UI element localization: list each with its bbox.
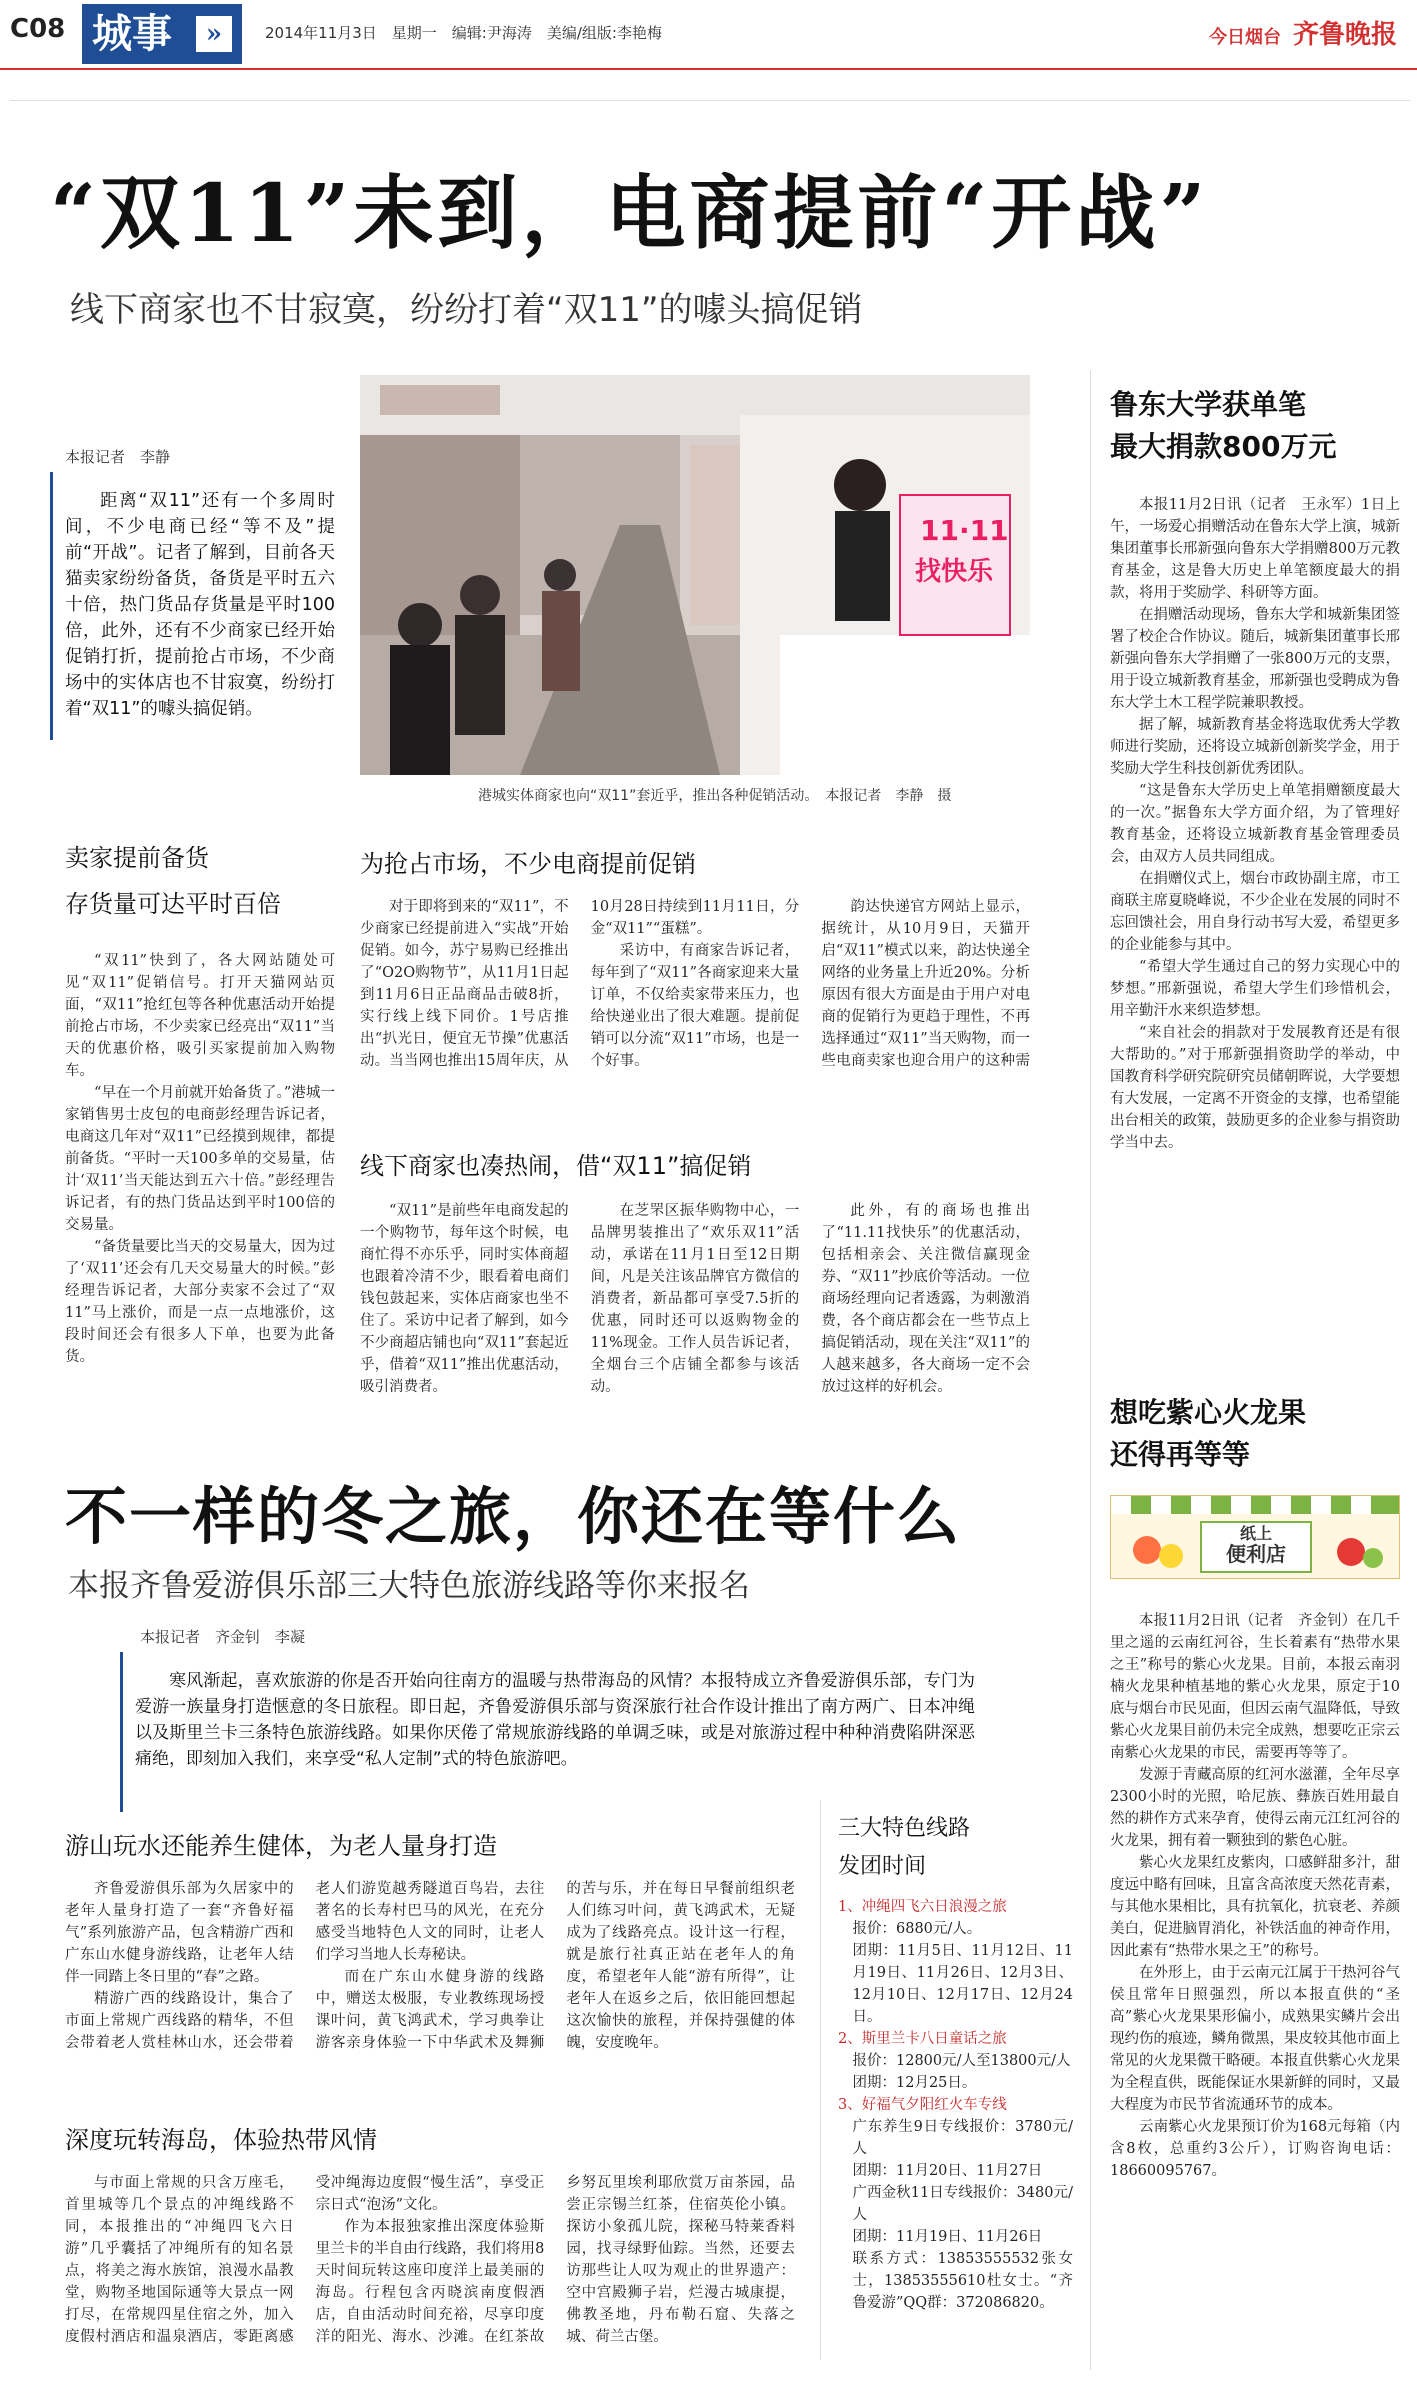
paragraph: 韵达快递官方网站上显示，据统计，从10月9日，天猫开启“双11”模式以来，韵达快递全网络的业务量上升近20%。分析原因有很大方面是由于用户对电商的促销行为更趋于理性，不再选择通过“双11”当天购物，而一些电商卖家也迎合用户的这种需	[821, 899, 1030, 1069]
subheadline: 本报齐鲁爱游俱乐部三大特色旅游线路等你来报名	[68, 1568, 750, 1604]
route-dates: 团期：11月20日、11月27日	[852, 2163, 1043, 2179]
section-title: 为抢占市场，不少电商提前促销	[360, 850, 696, 878]
article-columns	[65, 2172, 795, 2372]
paragraph: 而在广东山水健身游的线路中，赠送太极服，专业教练现场授课叶问，黄飞鸿武术，学习典拳让游客亲身体验一下中华武术及舞狮的苦与乐，并在每日早餐前组织老人们练习叶问，黄飞鸿武术，无疑成为了线路亮点。设计这一行程，就是旅行社真正站在老年人的角度，希望老年人能“游有所得”，让老年人在返乡之后，依旧能回想起这次愉快的旅程，并保持强健的体魄，安度晚年。	[315, 1881, 795, 2051]
section-title: 卖家提前备货	[65, 844, 209, 872]
side-headline-line: 想吃紫心火龙果	[1110, 1396, 1307, 1429]
section-title: 深度玩转海岛，体验热带风情	[65, 2126, 377, 2154]
routes-list	[838, 1896, 1073, 2366]
paragraph: 本报11月2日讯（记者 齐金钊）在几千里之遥的云南红河谷，生长着素有“热带水果之王”称号的紫心火龙果。目前，本报云南羽楠火龙果种植基地的紫心火龙果，原定于10底与烟台市民见面，但因云南气温降低，导致紫心火龙果目前仍未完全成熟，想要吃正宗云南紫心火龙果的市民，需要再等等了。	[1110, 1613, 1400, 1761]
article-column	[65, 950, 335, 1368]
route-name: 1、冲绳四飞六日浪漫之旅	[838, 1899, 1007, 1915]
edition-name: 今日烟台	[1208, 27, 1281, 48]
column-divider	[820, 1800, 821, 2360]
side-headline	[1110, 384, 1336, 468]
double-chevron-icon: »	[196, 16, 232, 52]
paragraph: “备货量要比当天的交易量大，因为过了‘双11’还会有几天交易量大的时候。”彭经理告诉记者，大部分卖家不会过了“双11”马上涨价，而是一点一点地涨价，这段时间还会有很多人下单，也要为此备货。	[65, 1239, 335, 1365]
paragraph: 精游广西的线路设计，集合了市面上常规广西线路的精华，不但会带着老人赏桂林山水，还会带着老人们游览越秀隧道百鸟岩，去往著名的长寿村巴马的风光，在充分感受当地特色人文的同时，让老人们学习当地人长寿秘诀。	[65, 1881, 545, 2051]
convenience-store-banner	[1110, 1495, 1400, 1579]
route-name: 3、好福气夕阳红火车专线	[838, 2097, 1007, 2113]
routes-title-line: 发团时间	[838, 1854, 927, 1879]
route-dates: 团期：11月19日、11月26日	[852, 2229, 1043, 2245]
article-columns	[360, 1200, 1030, 1414]
route-dates: 团期：11月5日、11月12日、11月19日、11月26日、12月3日、12月10日、12月17日、12月24日。	[852, 1943, 1073, 2025]
paragraph: 本报11月2日讯（记者 王永军）1日上午，一场爱心捐赠活动在鲁东大学上演，城新集团董事长邢新强向鲁东大学捐赠800万元教育基金，这是鲁大历史上单笔额度最大的捐款，将用于奖励学、科研等方面。	[1110, 497, 1400, 601]
article-columns	[65, 1878, 795, 2078]
paragraph: 在外形上，由于云南元江属于干热河谷气侯且常年日照强烈，所以本报直供的“圣高”紫心火龙果果形偏小，成熟果实鳞片会出现约伤的痕迹，鳞角微黑，果皮较其他市面上常见的火龙果微干略硬。本报直供紫心火龙果为全程直供，既能保证水果新鲜的同时，又最大程度为市民节省流通环节的成本。	[1110, 1965, 1400, 2113]
paragraph: 紫心火龙果红皮紫肉，口感鲜甜多汁，甜度远中略有回味，且富含高浓度天然花青素，与其他水果相比，具有抗氧化，抗衰老、养颜美白，促进脑胃消化，补铁活血的神奇作用，因此素有“热带水果之王”的称号。	[1110, 1855, 1400, 1959]
paragraph: 采访中，有商家告诉记者，每年到了“双11”各商家迎来大量订单，不仅给卖家带来压力，也给快递业出了很大难题。提前促销可以分流“双11”市场，也是一个好事。	[590, 943, 800, 1069]
paragraph: 云南紫心火龙果预订价为168元每箱（内含8枚，总重约3公斤），订购咨询电话：18660095767。	[1110, 2119, 1400, 2179]
paragraph: “双11”快到了，各大网站随处可见“双11”促销信号。打开天猫网站页面，“双11”抢红包等各种优惠活动开始提前抢占市场，不少卖家已经亮出“双11”当天的优惠价格，吸引买家提前加入购物车。	[65, 953, 335, 1079]
paragraph: “双11”是前些年电商发起的一个购物节，每年这个时候，电商忙得不亦乐乎，同时实体商超也跟着冷清不少，眼看着电商们钱包鼓起来，实体店商家也坐不住了。采访中记者了解到，如今不少商超店铺也向“双11”套起近乎，借着“双11”推出优惠活动，吸引消费者。	[360, 1203, 569, 1395]
subheadline: 线下商家也不甘寂寞，纷纷打着“双11”的噱头搞促销	[70, 290, 863, 330]
side-headline-line: 还得再等等	[1110, 1438, 1251, 1471]
mall-photo	[360, 375, 1030, 775]
paragraph: 齐鲁爱游俱乐部为久居家中的老年人量身打造了一套“齐鲁好福气”系列旅游产品，包含精游广西和广东山水健身游线路，让老年人结伴一同踏上冬日里的“春”之路。	[65, 1881, 294, 1985]
paragraph: “这是鲁东大学历史上单笔捐赠额度最大的一次。”据鲁东大学方面介绍，为了管理好教育基金，还将设立城新教育基金管理委员会，由双方人员共同组成。	[1110, 783, 1400, 865]
lead-paragraph: 距离“双11”还有一个多周时间，不少电商已经“等不及”提前“开战”。记者了解到，目前各天猫卖家纷纷备货，备货是平时五六十倍，热门货品存货量是平时100倍，此外，还有不少商家已经开始促销打折，提前抢占市场，不少商场中的实体店也不甘寂寞，纷纷打着“双11”的噱头搞促销。	[65, 491, 335, 719]
edition-brand	[1197, 14, 1397, 51]
section-title: 游山玩水还能养生健体，为老人量身打造	[65, 1832, 497, 1860]
paragraph: 在芝罘区振华购物中心，一品牌男装推出了“欢乐双11”活动，承诺在11月1日至12日期间，凡是关注该品牌官方微信的消费者，新品都可享受7.5折的优惠，同时还可以返购物金的11%现金。工作人员告诉记者，全烟台三个店铺全都参与该活动。	[590, 1203, 800, 1395]
masthead	[0, 0, 1417, 70]
paper-logo: 齐鲁晚报	[1292, 20, 1397, 50]
paragraph: “来自社会的捐款对于发展教育还是有很大帮助的。”对于邢新强捐资助学的举动，中国教育科学研究院研究员储朝晖说，大学要想有大发展，一定离不开资金的支撑，也希望能出台相关的政策，鼓励更多的企业参与捐资助学当中去。	[1110, 1025, 1400, 1151]
route-dates: 团期：12月25日。	[852, 2075, 977, 2091]
lead-paragraph: 寒风渐起，喜欢旅游的你是否开始向往南方的温暖与热带海岛的风情？本报特成立齐鲁爱游俱乐部，专门为爱游一族量身打造惬意的冬日旅程。即日起，齐鲁爱游俱乐部与资深旅行社合作设计推出了南方两广、日本冲绳以及斯里兰卡三条特色旅游线路。如果你厌倦了常规旅游线路的单调乏味，或是对旅游过程中种种消费陷阱深恶痛绝，即刻加入我们，来享受“私人定制”式的特色旅游吧。	[135, 1671, 975, 1769]
section-title: 线下商家也凑热闹，借“双11”搞促销	[360, 1152, 752, 1180]
route-name: 2、斯里兰卡八日童话之旅	[838, 2031, 1007, 2047]
route-price: 报价：12800元/人至13800元/人	[852, 2053, 1071, 2069]
lead-bar	[50, 472, 53, 740]
paragraph: 与市面上常规的只含万座毛，首里城等几个景点的冲绳线路不同，本报推出的“冲绳四飞六日游”几乎囊括了冲绳所有的知名景点，将美之海水族馆，浪漫水晶教堂，购物圣地国际通等大景点一网打尽，在常规四星住宿之外，加入度假村酒店和温泉酒店，零距离感受冲绳海边度假“慢生活”，享受正宗日式“泡汤”文化。	[65, 2175, 545, 2345]
paragraph: “早在一个月前就开始备货了。”港城一家销售男士皮包的电商彭经理告诉记者，电商这几年对“双11”已经摸到规律，都提前备货。“平时一天100多单的交易量，估计‘双11’当天能达到五六十倍。”彭经理告诉记者，有的热门货品达到平时100倍的交易量。	[65, 1085, 335, 1233]
byline: 本报记者 李静	[65, 448, 171, 466]
banner-line: 纸上	[1239, 1524, 1272, 1543]
route-price: 广西金秋11日专线报价：3480元/人	[852, 2185, 1073, 2223]
byline: 本报记者 齐金钊 李凝	[140, 1628, 306, 1646]
side-headline-line: 最大捐款800万元	[1110, 430, 1337, 463]
photo-sign-text-1: 11·11	[920, 514, 1009, 547]
section-label	[82, 4, 242, 64]
contact-info: 联系方式：13853555532张女士，13853555610杜女士。“齐鲁爱游”QQ群：372086820。	[852, 2251, 1073, 2311]
routes-title	[838, 1810, 970, 1886]
banner-line: 便利店	[1226, 1542, 1286, 1566]
side-article	[1110, 494, 1400, 1356]
paragraph: 作为本报独家推出深度体验斯里兰卡的半自由行线路，我们将用8天时间玩转这座印度洋上最美丽的海岛。行程包含丙晓滨南度假酒店，自由活动时间充裕，尽享印度洋的阳光、海水、沙滩。在红茶故乡努瓦里埃利耶欣赏万亩茶园，品尝正宗锡兰红茶，住宿英伦小镇。探访小象孤儿院，探秘马特莱香料园，找寻绿野仙踪。当然，还要去访那些让人叹为观止的世界遗产：空中宫殿狮子岩，烂漫古城康提，佛教圣地，丹布勒石窟、失落之城、荷兰古堡。	[315, 2175, 795, 2345]
article-columns	[360, 896, 1030, 1088]
banner-label	[1201, 1524, 1311, 1564]
column-divider	[1090, 370, 1091, 2370]
section-name: 城事	[92, 10, 172, 57]
photo-sign-text-2: 找快乐	[915, 557, 994, 587]
side-headline-line: 鲁东大学获单笔	[1110, 388, 1307, 421]
paragraph: 据了解，城新教育基金将选取优秀大学教师进行奖励，还将设立城新创新奖学金，用于奖励大学生科技创新优秀团队。	[1110, 717, 1400, 777]
page-number: C08	[10, 14, 66, 44]
lead-bar	[120, 1652, 123, 1812]
divider	[10, 100, 1410, 101]
routes-title-line: 三大特色线路	[838, 1816, 971, 1841]
paragraph: 发源于青藏高原的红河水滋灌，全年尽享2300小时的光照，哈尼族、彝族百姓用最自然的耕作方式来孕育，使得云南元江红河谷的火龙果，拥有着一颗独到的紫色心脏。	[1110, 1767, 1400, 1849]
paragraph: 对于即将到来的“双11”，不少商家已经提前进入“实战”开始促销。如今，苏宁易购已经推出了“O2O购物节”，从11月1日起到11月6日正品商品击破8折，实行线上线下同价。1号店推出“扒光日，便宜无节操”优惠活动。当当网也推出15周年庆，从10月28日持续到11月11日，分金“双11”“蛋糕”。	[360, 899, 800, 1069]
section-title: 存货量可达平时百倍	[65, 890, 281, 918]
paragraph: 在捐赠活动现场，鲁东大学和城新集团签署了校企合作协议。随后，城新集团董事长邢新强向鲁东大学捐赠了一张800万元的支票，用于设立城新教育基金，邢新强也受聘成为鲁东大学土木工程学院兼职教授。	[1110, 607, 1400, 711]
route-price: 广东养生9日专线报价：3780元/人	[852, 2119, 1073, 2157]
photo-caption: 港城实体商家也向“双11”套近乎，推出各种促销活动。 本报记者 李静 摄	[478, 788, 952, 804]
headline: “双11”未到，电商提前“开战”	[50, 166, 1210, 260]
paragraph: 在捐赠仪式上，烟台市政协副主席，市工商联主席夏晓峰说，不少企业在发展的同时不忘回馈社会，用自身行动书写大爱，希望更多的企业能参与其中。	[1110, 871, 1400, 953]
route-price: 报价：6880元/人。	[852, 1921, 982, 1937]
side-headline	[1110, 1392, 1306, 1476]
store-scene-image	[360, 375, 1030, 775]
issue-info: 2014年11月3日 星期一 编辑:尹海涛 美编/组版:李艳梅	[265, 24, 662, 42]
headline: 不一样的冬之旅，你还在等什么	[65, 1480, 962, 1553]
side-article	[1110, 1610, 1400, 2370]
paragraph: 此外，有的商场也推出了“11.11找快乐”的优惠活动，包括相亲会、关注微信赢现金券、“双11”抄底价等活动。一位商场经理向记者透露，为刺激消费，各个商店都会在一些节点上搞促销活动，现在关注“双11”的人越来越多，各大商场一定不会放过这样的好机会。	[821, 1203, 1030, 1395]
paragraph: “希望大学生通过自己的努力实现心中的梦想。”邢新强说，希望大学生们珍惜机会，用辛勤汗水来织造梦想。	[1110, 959, 1400, 1019]
